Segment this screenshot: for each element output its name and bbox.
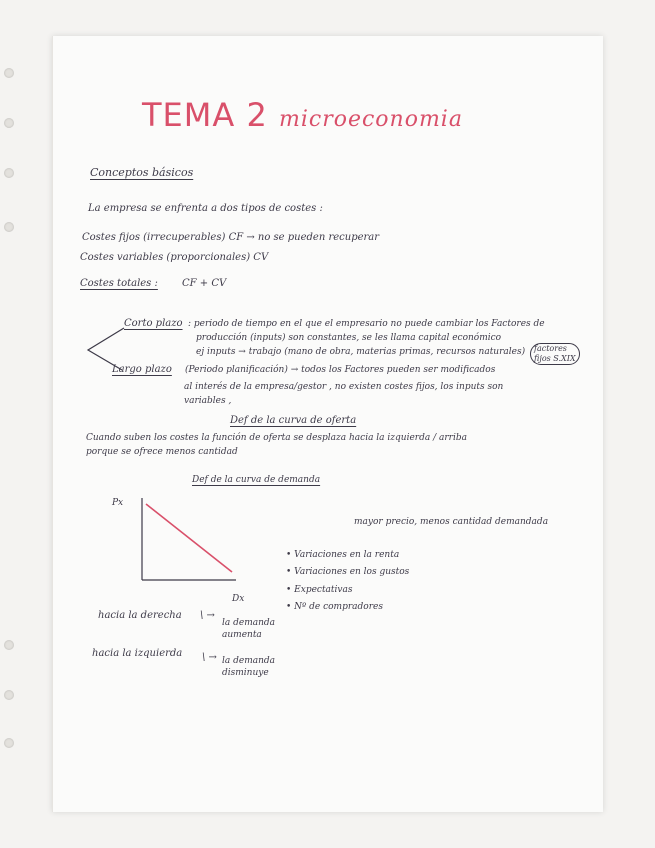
page-title <box>142 96 463 134</box>
corto-plazo-label: Corto plazo <box>124 318 183 329</box>
bullet-item: • Expectativas <box>286 585 353 595</box>
shift-left-effect: disminuye <box>222 668 269 678</box>
corto-line-2: producción (inputs) son constantes, se les llama capital económico <box>196 333 502 343</box>
intro-line: La empresa se enfrenta a dos tipos de costes : <box>88 203 323 214</box>
y-axis-label: Px <box>112 498 124 508</box>
shift-right-effect: aumenta <box>222 630 262 640</box>
x-axis-label: Dx <box>232 594 245 604</box>
oferta-heading: Def de la curva de oferta <box>230 415 357 426</box>
demanda-heading: Def de la curva de demanda <box>192 475 321 485</box>
title-sub: microeconomia <box>278 107 463 132</box>
largo-plazo-label: Largo plazo <box>112 364 172 375</box>
shift-left-effect: la demanda <box>222 656 276 666</box>
shift-right-label: hacia la derecha <box>98 610 182 621</box>
fixed-costs-line: Costes fijos (irrecuperables) CF → no se pueden recuperar <box>82 232 380 243</box>
demand-note: mayor precio, menos cantidad demandada <box>354 517 549 527</box>
largo-line-3: variables , <box>184 396 232 406</box>
largo-line-1: (Periodo planificación) → todos los Factores pueden ser modificados <box>185 365 496 375</box>
demand-curve-line <box>146 504 232 572</box>
bullet-item: • Variaciones en los gustos <box>286 567 409 577</box>
bullet-item: • Nº de compradores <box>286 602 383 612</box>
oferta-line-2: porque se ofrece menos cantidad <box>86 447 238 457</box>
binder-hole <box>4 118 14 128</box>
corto-line-3: ej inputs → trabajo (mano de obra, materias primas, recursos naturales) <box>196 347 526 357</box>
total-costs-label: Costes totales : <box>80 278 158 289</box>
binder-hole <box>4 690 14 700</box>
corto-line-1: : periodo de tiempo en el que el empresario no puede cambiar los Factores de <box>188 319 545 329</box>
circled-note: factores fijos S.XIX <box>530 343 580 365</box>
largo-line-2: al interés de la empresa/gestor , no existen costes fijos, los inputs son <box>184 382 504 392</box>
oferta-line-1: Cuando suben los costes la función de oferta se desplaza hacia la izquierda / arriba <box>86 433 467 443</box>
binder-hole <box>4 640 14 650</box>
title-main: TEMA 2 <box>142 96 268 134</box>
binder-hole <box>4 738 14 748</box>
binder-hole <box>4 68 14 78</box>
arrow-icon: \ → <box>200 610 215 621</box>
total-costs-value: CF + CV <box>182 278 227 289</box>
arrow-icon: \ → <box>202 652 217 663</box>
bullet-item: • Variaciones en la renta <box>286 550 399 560</box>
section-heading: Conceptos básicos <box>90 166 194 179</box>
binder-hole <box>4 168 14 178</box>
shift-left-label: hacia la izquierda <box>92 648 183 659</box>
binder-hole <box>4 222 14 232</box>
variable-costs-line: Costes variables (proporcionales) CV <box>80 252 269 263</box>
demand-curve-graph <box>130 494 240 586</box>
shift-right-effect: la demanda <box>222 618 276 628</box>
